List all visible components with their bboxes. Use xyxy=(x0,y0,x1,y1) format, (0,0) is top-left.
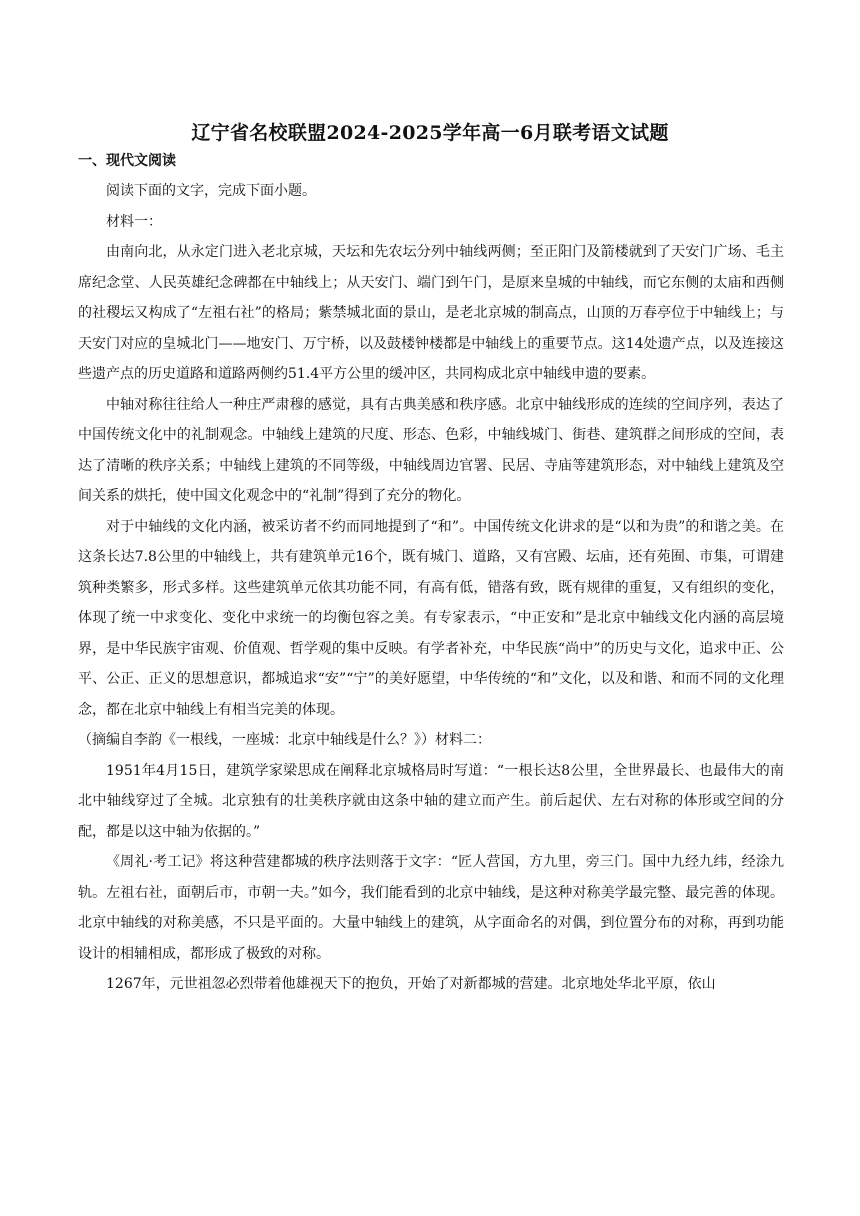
instruction-paragraph: 阅读下面的文字，完成下面小题。 xyxy=(106,183,316,199)
body-paragraph: 中轴对称往往给人一种庄严肃穆的感觉，具有古典美感和秩序感。北京中轴线形成的连续的空间序列，表达了中国传统文化中的礼制观念。中轴线上建筑的尺度、形态、色彩，中轴线城门、街巷、建筑群之间形成的空间，表达了清晰的秩序关系；中轴线上建筑的不同等级，中轴线周边官署、民居、寺庙等建筑形态，对中轴线上建筑及空间关系的烘托，使中国文化观念中的“礼制”得到了充分的物化。 xyxy=(78,396,784,504)
body-paragraph: 对于中轴线的文化内涵，被采访者不约而同地提到了“和”。中国传统文化讲求的是“以和为贵”的和谐之美。在这条长达7.8公里的中轴线上，共有建筑单元16个，既有城门、道路，又有宫殿、坛庙，还有苑囿、市集，可谓建筑种类繁多，形式多样。这些建筑单元依其功能不同，有高有低，错落有致，既有规律的重复，又有组织的变化，体现了统一中求变化、变化中求统一的均衡包容之美。有专家表示，“中正安和”是北京中轴线文化内涵的高层境界，是中华民族宇宙观、价值观、哲学观的集中反映。有学者补充，中华民族“尚中”的历史与文化，追求中正、公平、公正、正义的思想意识，都城追求“安”“宁”的美好愿望，中华传统的“和”文化，以及和谐、和而不同的文化理念，都在北京中轴线上有相当完美的体现。 xyxy=(78,518,784,718)
source-citation: （摘编自李韵《一根线，一座城：北京中轴线是什么？》）材料二： xyxy=(78,732,491,748)
body-paragraph: 1951年4月15日，建筑学家梁思成在阐释北京城格局时写道：“一根长达8公里，全世界最长、也最伟大的南北中轴线穿过了全城。北京独有的壮美秩序就由这条中轴的建立而产生。前后起伏、左右对称的体形或空间的分配，都是以这中轴为依据的。” xyxy=(78,762,784,840)
body-paragraph: 由南向北，从永定门进入老北京城，天坛和先农坛分列中轴线两侧；至正阳门及箭楼就到了天安门广场、毛主席纪念堂、人民英雄纪念碑都在中轴线上；从天安门、端门到午门，是原来皇城的中轴线，而它东侧的太庙和西侧的社稷坛又构成了“左祖右社”的格局；紫禁城北面的景山，是老北京城的制高点，山顶的万春亭位于中轴线上；与天安门对应的皇城北门——地安门、万宁桥，以及鼓楼钟楼都是中轴线上的重要节点。这14处遗产点，以及连接这些遗产点的历史道路和道路两侧约51.4平方公里的缓冲区，共同构成北京中轴线申遗的要素。 xyxy=(78,244,784,382)
body-paragraph: 《周礼·考工记》将这种营建都城的秩序法则落于文字：“匠人营国，方九里，旁三门。国中九经九纬，经涂九轨。左祖右社，面朝后市，市朝一夫。”如今，我们能看到的北京中轴线，是这种对称美学最完整、最完善的体现。北京中轴线的对称美感，不只是平面的。大量中轴线上的建筑，从字面命名的对偶，到位置分布的对称，再到功能设计的相辅相成，都形成了极致的对称。 xyxy=(78,854,784,962)
document-title: 辽宁省名校联盟2024-2025学年高一6月联考语文试题 xyxy=(191,122,669,144)
section-heading: 一、现代文阅读 xyxy=(78,153,176,169)
material-one-label: 材料一： xyxy=(106,213,162,230)
body-paragraph: 1267年，元世祖忽必烈带着他雄视天下的抱负，开始了对新都城的营建。北京地处华北平原，依山 xyxy=(106,976,716,992)
document-body xyxy=(78,176,784,1000)
